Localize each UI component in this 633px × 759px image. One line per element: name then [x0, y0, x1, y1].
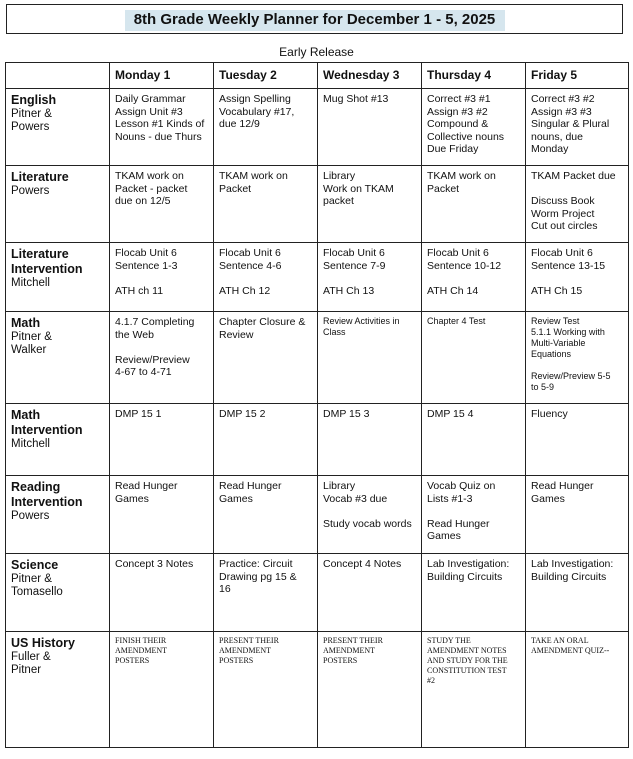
assignment-line: Multi-Variable	[531, 338, 586, 348]
subject-row	[6, 166, 629, 243]
assignment-line: Library	[323, 170, 356, 182]
assignment-line: Vocabulary #17,	[219, 105, 295, 118]
assignment-line: FINISH THEIR	[115, 636, 167, 645]
corner-cell	[6, 63, 110, 89]
assignment-cell	[110, 404, 214, 476]
assignment-line: Review Test	[531, 316, 580, 326]
assignment-line: Sentence 4-6	[219, 259, 282, 272]
assignment-cell	[318, 243, 422, 312]
subject-name: Literature	[11, 170, 69, 184]
subject-name: Math	[11, 316, 41, 330]
assignment-line: Class	[323, 327, 346, 337]
teacher-name: Pitner &	[11, 331, 52, 343]
assignment-cell	[110, 632, 214, 748]
teacher-name: Pitner &	[11, 573, 52, 585]
assignment-cell	[318, 476, 422, 554]
teacher-name: Walker	[11, 344, 47, 356]
subject-cell	[6, 404, 110, 476]
assignment-line: Mug Shot #13	[323, 93, 389, 105]
assignment-line	[323, 505, 416, 518]
assignment-line: Building Circuits	[427, 570, 503, 583]
assignment-line: Read Hunger	[531, 480, 594, 492]
assignment-line: Lab Investigation:	[531, 558, 614, 570]
assignment-line: ATH Ch 12	[219, 284, 271, 297]
assignment-line: TKAM work on	[115, 170, 184, 182]
assignment-line: Lists #1-3	[427, 492, 473, 505]
subject-name: Intervention	[11, 423, 83, 437]
assignment-line: Study vocab words	[323, 517, 412, 530]
assignment-line: Review Activities in	[323, 316, 400, 326]
assignment-line: STUDY THE	[427, 636, 471, 645]
assignment-cell	[422, 404, 526, 476]
assignment-line: Work on TKAM	[323, 182, 394, 195]
assignment-cell	[110, 476, 214, 554]
assignment-line: Singular & Plural	[531, 118, 610, 130]
assignment-line: TAKE AN ORAL	[531, 636, 589, 645]
assignment-line: Review/Preview 5-5	[531, 371, 611, 381]
assignment-line: Flocab Unit 6	[531, 247, 593, 259]
assignment-cell	[110, 89, 214, 166]
assignment-line: Vocab #3 due	[323, 492, 388, 505]
assignment-line: Assign Spelling	[219, 93, 291, 105]
subject-cell	[6, 243, 110, 312]
assignment-line: Flocab Unit 6	[323, 247, 385, 259]
assignment-line: Assign #3 #2	[427, 105, 488, 118]
teacher-name: Mitchell	[11, 438, 50, 450]
subject-name: Science	[11, 558, 59, 572]
assignment-line: 16	[219, 583, 231, 595]
assignment-line: Sentence 7-9	[323, 259, 386, 272]
header-row	[6, 63, 629, 89]
subject-row	[6, 632, 629, 748]
assignment-line: Assign Unit #3	[115, 105, 183, 118]
assignment-line: POSTERS	[219, 656, 254, 665]
title-box	[6, 4, 623, 34]
subject-name: Math	[11, 408, 41, 422]
assignment-line: Drawing pg 15 &	[219, 570, 297, 583]
assignment-line: Fluency	[531, 408, 568, 420]
page-title: 8th Grade Weekly Planner for December 1 - 5, 2025	[133, 11, 496, 28]
assignment-line: packet	[323, 195, 354, 207]
assignment-line: due 12/9	[219, 118, 260, 130]
assignment-line: AMENDMENT NOTES	[427, 646, 507, 655]
subject-name: English	[11, 93, 57, 107]
assignment-line: 5.1.1 Working with	[531, 327, 605, 337]
assignment-line: PRESENT THEIR	[323, 636, 383, 645]
assignment-line: Vocab Quiz on	[427, 480, 496, 492]
assignment-line: nouns, due Monday	[531, 130, 583, 155]
assignment-line: Practice: Circuit	[219, 558, 293, 570]
assignment-cell	[318, 166, 422, 243]
assignment-line: Chapter 4 Test	[427, 316, 486, 326]
assignment-line: Review	[219, 328, 254, 341]
assignment-cell	[526, 166, 629, 243]
subject-cell	[6, 312, 110, 404]
day-header: Monday 1	[110, 63, 214, 89]
assignment-line	[531, 183, 623, 196]
assignment-cell	[110, 166, 214, 243]
assignment-line: Assign #3 #3	[531, 105, 592, 118]
assignment-cell	[526, 632, 629, 748]
assignment-cell	[110, 312, 214, 404]
assignment-line: Games	[427, 530, 461, 542]
subject-row	[6, 404, 629, 476]
assignment-cell	[214, 476, 318, 554]
assignment-line: DMP 15 2	[219, 408, 266, 420]
assignment-line: AMENDMENT	[323, 646, 375, 655]
assignment-line: Read Hunger	[115, 480, 178, 492]
assignment-line: Library	[323, 480, 356, 492]
subject-row	[6, 243, 629, 312]
assignment-cell	[526, 554, 629, 632]
day-header: Thursday 4	[422, 63, 526, 89]
assignment-cell	[526, 89, 629, 166]
assignment-line: Nouns - due Thurs	[115, 130, 202, 143]
day-header: Wednesday 3	[318, 63, 422, 89]
assignment-line: 4-67 to 4-71	[115, 366, 172, 378]
assignment-cell	[318, 404, 422, 476]
assignment-line: DMP 15 4	[427, 408, 474, 420]
assignment-cell	[214, 404, 318, 476]
assignment-line: the Web	[115, 328, 154, 341]
assignment-cell	[422, 243, 526, 312]
assignment-line: Cut out circles	[531, 220, 598, 232]
assignment-line: Due Friday	[427, 143, 479, 155]
subject-name: Literature	[11, 247, 69, 261]
assignment-line: due on 12/5	[115, 195, 171, 207]
assignment-line: Correct #3 #2	[531, 93, 595, 105]
subject-row	[6, 476, 629, 554]
subject-cell	[6, 476, 110, 554]
assignment-line: Flocab Unit 6	[115, 247, 177, 259]
assignment-line	[427, 505, 520, 518]
assignment-line: Sentence 1-3	[115, 259, 178, 272]
assignment-cell	[318, 632, 422, 748]
assignment-line	[427, 272, 520, 285]
teacher-name: Powers	[11, 185, 50, 197]
assignment-line: AMENDMENT	[115, 646, 167, 655]
day-header: Tuesday 2	[214, 63, 318, 89]
assignment-line: ATH ch 11	[115, 284, 164, 297]
assignment-line: Read Hunger	[219, 480, 282, 492]
assignment-cell	[526, 404, 629, 476]
assignment-line: DMP 15 1	[115, 408, 162, 420]
assignment-line: Compound &	[427, 118, 489, 130]
teacher-name: Powers	[11, 121, 50, 133]
subject-cell	[6, 554, 110, 632]
assignment-line: POSTERS	[115, 656, 150, 665]
assignment-line: Flocab Unit 6	[427, 247, 489, 259]
subject-name: Intervention	[11, 495, 83, 509]
assignment-line: Packet - packet	[115, 182, 188, 195]
assignment-cell	[214, 166, 318, 243]
assignment-line: AMENDMENT	[219, 646, 271, 655]
assignment-line: Lab Investigation:	[427, 558, 510, 570]
assignment-line: ATH Ch 14	[427, 284, 479, 297]
assignment-line	[115, 341, 208, 354]
assignment-cell	[422, 312, 526, 404]
assignment-line: AMENDMENT QUIZ--	[531, 646, 610, 655]
subject-cell	[6, 166, 110, 243]
assignment-cell	[214, 554, 318, 632]
assignment-cell	[214, 89, 318, 166]
assignment-line: Daily Grammar	[115, 93, 186, 105]
assignment-cell	[422, 89, 526, 166]
assignment-line: TKAM work on	[427, 170, 496, 182]
assignment-line: Discuss Book	[531, 195, 595, 207]
assignment-cell	[422, 476, 526, 554]
assignment-line: Review/Preview	[115, 353, 190, 366]
assignment-cell	[214, 632, 318, 748]
assignment-line: Games	[531, 492, 565, 505]
subject-name: Reading	[11, 480, 61, 494]
assignment-cell	[214, 243, 318, 312]
early-release-note: Early Release	[279, 45, 354, 59]
assignment-cell	[422, 632, 526, 748]
assignment-line: Worm Project	[531, 207, 595, 220]
teacher-name: Mitchell	[11, 277, 50, 289]
assignment-cell	[318, 554, 422, 632]
assignment-line: to 5-9	[531, 382, 555, 392]
assignment-line: PRESENT THEIR	[219, 636, 279, 645]
assignment-line: Sentence 10-12	[427, 259, 502, 272]
assignment-line: Packet	[427, 182, 460, 195]
teacher-name: Pitner	[11, 664, 42, 676]
assignment-cell	[110, 554, 214, 632]
assignment-line: TKAM work on	[219, 170, 288, 182]
assignment-cell	[526, 312, 629, 404]
subject-row	[6, 554, 629, 632]
assignment-cell	[422, 166, 526, 243]
assignment-line: CONSTITUTION TEST	[427, 666, 507, 675]
assignment-line: TKAM Packet due	[531, 170, 616, 182]
assignment-line: Sentence 13-15	[531, 259, 606, 272]
assignment-line: AND STUDY FOR THE	[427, 656, 508, 665]
teacher-name: Pitner &	[11, 108, 52, 120]
subject-cell	[6, 632, 110, 748]
assignment-line: Games	[115, 492, 149, 505]
assignment-line: Equations	[531, 349, 572, 359]
subject-cell	[6, 89, 110, 166]
assignment-cell	[526, 243, 629, 312]
subject-row	[6, 312, 629, 404]
assignment-line	[531, 360, 623, 371]
assignment-cell	[318, 89, 422, 166]
assignment-line	[219, 272, 312, 285]
assignment-cell	[526, 476, 629, 554]
subject-row	[6, 89, 629, 166]
assignment-line	[323, 272, 416, 285]
assignment-line: #2	[427, 676, 435, 685]
subject-name: US History	[11, 636, 75, 650]
assignment-line: Correct #3 #1	[427, 93, 491, 105]
assignment-line: DMP 15 3	[323, 408, 370, 420]
subject-name: Intervention	[11, 262, 83, 276]
assignment-line: 4.1.7 Completing	[115, 316, 195, 328]
weekly-planner-table	[5, 62, 629, 748]
assignment-line: Collective nouns	[427, 130, 505, 143]
day-header: Friday 5	[526, 63, 629, 89]
assignment-line: Concept 3 Notes	[115, 558, 194, 570]
assignment-line: Read Hunger	[427, 517, 490, 530]
assignment-line: Concept 4 Notes	[323, 558, 402, 570]
assignment-line	[115, 272, 208, 285]
assignment-line: POSTERS	[323, 656, 358, 665]
assignment-line: Building Circuits	[531, 570, 607, 583]
assignment-cell	[318, 312, 422, 404]
teacher-name: Tomasello	[11, 586, 63, 598]
assignment-line: Lesson #1 Kinds of	[115, 118, 205, 130]
assignment-cell	[422, 554, 526, 632]
assignment-line	[531, 272, 623, 285]
assignment-line: Packet	[219, 182, 252, 195]
assignment-cell	[110, 243, 214, 312]
assignment-line: ATH Ch 13	[323, 284, 375, 297]
teacher-name: Powers	[11, 510, 50, 522]
teacher-name: Fuller &	[11, 651, 51, 663]
assignment-line: Flocab Unit 6	[219, 247, 281, 259]
assignment-line: Chapter Closure &	[219, 316, 306, 328]
assignment-line: ATH Ch 15	[531, 284, 583, 297]
assignment-cell	[214, 312, 318, 404]
assignment-line: Games	[219, 492, 253, 505]
